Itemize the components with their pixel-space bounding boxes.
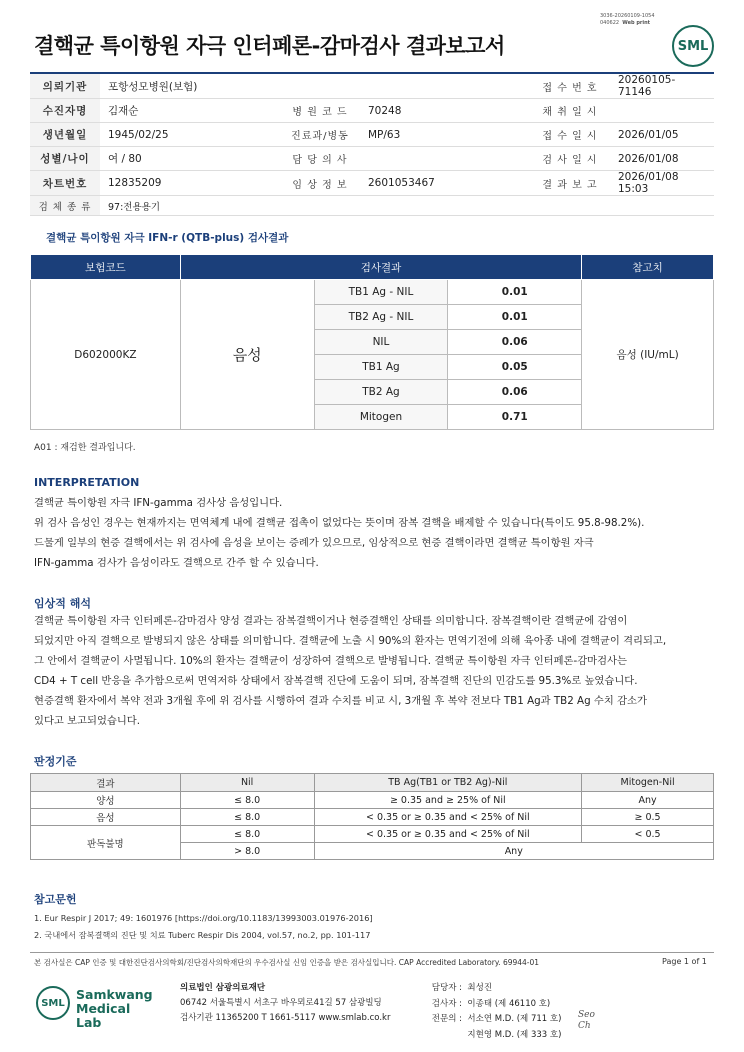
- references-title: 참고문헌: [34, 893, 77, 906]
- info-label: 접 수 일 시: [530, 123, 610, 147]
- result-item-name: TB1 Ag: [314, 355, 448, 380]
- criteria-row-indeterminate: 판독불명 ≤ 8.0 < 0.35 or ≥ 0.35 and < 25% of Nil < 0.5: [31, 826, 714, 843]
- info-value: [360, 147, 530, 171]
- criteria-header: TB Ag(TB1 or TB2 Ag)-Nil: [314, 774, 582, 792]
- overall-result: 음성: [180, 280, 314, 430]
- reference-value: 음성 (IU/mL): [582, 280, 714, 430]
- info-value: 20260105-71146: [610, 74, 714, 99]
- criteria-row-positive: 양성 ≤ 8.0 ≥ 0.35 and ≥ 25% of Nil Any: [31, 792, 714, 809]
- result-item-name: Mitogen: [314, 405, 448, 430]
- criteria-header: Mitogen-Nil: [582, 774, 714, 792]
- info-value: 12835209: [100, 171, 280, 196]
- specimen-value: 97:전용용기: [100, 196, 714, 216]
- info-row: [30, 147, 714, 171]
- result-item-name: TB1 Ag - NIL: [314, 280, 448, 305]
- text-line: 그 안에서 결핵균이 사멸됩니다. 10%의 환자는 결핵균이 성장하여 결핵으로 발병됩니다. 결핵균 특이항원 자극 인터페론-감마검사는: [34, 655, 627, 667]
- criteria-header: Nil: [180, 774, 314, 792]
- info-value: 1945/02/25: [100, 123, 280, 147]
- result-item-value: 0.06: [448, 380, 582, 405]
- result-item-value: 0.71: [448, 405, 582, 430]
- info-label: [280, 74, 360, 99]
- insurance-code: D602000KZ: [31, 280, 181, 430]
- header-reference: 참고치: [582, 255, 714, 280]
- staff-entry: 전문의 : 서소연 M.D. (제 711 호): [431, 1014, 562, 1024]
- text-line: 되었지만 아직 결핵으로 발병되지 않은 상태를 의미합니다. 결핵균에 노출 시 90%의 환자는 면역기전에 의해 육아종 내에 결핵균이 격리되고,: [34, 635, 667, 647]
- text-line: 위 검사 음성인 경우는 현재까지는 면역체계 내에 결핵균 접촉이 없었다는 뜻이며 잠복 결핵을 배제할 수 있습니다(특이도 95.8-98.2%).: [34, 517, 645, 529]
- info-value: 2601053467: [360, 171, 530, 196]
- document-code: 3036-20260109-1054 040622 Web print: [600, 13, 655, 26]
- sml-logo: SML: [672, 25, 714, 67]
- reference-item: 1. Eur Respir J 2017; 49: 1601976 [https://doi.org/10.1183/13993003.01976-2016]: [34, 913, 373, 923]
- info-label: 담 당 의 사: [280, 147, 360, 171]
- samkwang-logo: SML Samkwang Medical Lab: [36, 984, 156, 1024]
- text-line: 결핵균 특이항원 자극 인터페론-감마검사 양성 결과는 잠복결핵이거나 현증결핵인 상태를 의미합니다. 잠복결핵이란 결핵균에 감염이: [34, 615, 628, 627]
- info-value: 여 / 80: [100, 147, 280, 171]
- clinical-text: [34, 611, 724, 731]
- staff-entry: 검사자 : 이종태 (제 46110 호): [431, 998, 551, 1009]
- interpretation-title: INTERPRETATION: [34, 476, 140, 489]
- reference-item: 2. 국내에서 잠복결핵의 진단 및 치료 Tuberc Respir Dis 2004, vol.57, no.2, pp. 101-117: [34, 930, 371, 940]
- info-row-specimen: [30, 196, 714, 216]
- info-value: MP/63: [360, 123, 530, 147]
- info-label: 채 취 일 시: [530, 99, 610, 123]
- clinical-title: 임상적 해석: [34, 597, 91, 610]
- section-title-results: 결핵균 특이항원 자극 IFN-r (QTB-plus) 검사결과: [46, 232, 289, 244]
- info-value: [360, 74, 530, 99]
- info-label: 수진자명: [30, 99, 100, 123]
- info-label: 임 상 정 보: [280, 171, 360, 196]
- text-line: CD4 + T cell 반응을 추가함으로써 면역저하 상태에서 잠복결핵 진단에 도움이 되며, 잠복결핵 진단의 민감도를 95.3%로 높였습니다.: [34, 675, 638, 687]
- staff-entry: 지현영 M.D. (제 333 호): [467, 1029, 562, 1040]
- info-value: 김재순: [100, 99, 280, 123]
- info-label: 의뢰기관: [30, 74, 100, 99]
- result-item-value: 0.01: [448, 280, 582, 305]
- info-row: [30, 99, 714, 123]
- text-line: IFN-gamma 검사가 음성이라도 결핵으로 간주 할 수 있습니다.: [34, 557, 319, 569]
- info-value: 포항성모병원(보험): [100, 74, 280, 99]
- interpretation-text: [34, 493, 724, 573]
- info-label: 병 원 코 드: [280, 99, 360, 123]
- info-value: [610, 99, 714, 123]
- result-item-value: 0.05: [448, 355, 582, 380]
- organization-info: 의료법인 삼광의료재단 06742 서울특별시 서초구 바우뫼로41길 57 삼광빌딩 검사기관 11365200 T 1661-5117 www.smlab.co.kr: [180, 983, 391, 1023]
- text-line: 있다고 보고되었습니다.: [34, 715, 141, 727]
- result-item-name: TB2 Ag - NIL: [314, 305, 448, 330]
- criteria-row-negative: 음성 ≤ 8.0 < 0.35 or ≥ 0.35 and < 25% of Nil ≥ 0.5: [31, 809, 714, 826]
- info-label: 생년월일: [30, 123, 100, 147]
- result-item-value: 0.01: [448, 305, 582, 330]
- result-item-name: TB2 Ag: [314, 380, 448, 405]
- info-label: 결 과 보 고: [530, 171, 610, 196]
- text-line: 결핵균 특이항원 자극 IFN-gamma 검사상 음성입니다.: [34, 497, 283, 509]
- signature: Seo Ch: [578, 1010, 595, 1031]
- sml-logo-icon: SML: [36, 986, 70, 1020]
- info-label: 검 사 일 시: [530, 147, 610, 171]
- result-item-name: NIL: [314, 330, 448, 355]
- info-label: 차트번호: [30, 171, 100, 196]
- text-line: 현증결핵 환자에서 복약 전과 3개월 후에 위 검사를 시행하여 결과 수치를 비교 시, 3개월 후 복약 전보다 TB1 Ag과 TB2 Ag 수치 감소가: [34, 695, 647, 707]
- criteria-header: 결과: [31, 774, 181, 792]
- patient-info-table: [30, 74, 714, 216]
- result-row: [31, 280, 714, 305]
- results-table: [30, 254, 714, 430]
- text-line: 드물게 일부의 현증 결핵에서는 위 검사에 음성을 보이는 증례가 있으므로, 임상적으로 현증 결핵이라면 결핵균 특이항원 자극: [34, 537, 594, 549]
- info-value: 70248: [360, 99, 530, 123]
- staff-entry: 담당자 : 최성진: [431, 983, 493, 993]
- info-label: 진료과/병동: [280, 123, 360, 147]
- info-label: 접 수 번 호: [530, 74, 610, 99]
- info-label: 성별/나이: [30, 147, 100, 171]
- info-row: [30, 74, 714, 99]
- header-insurance-code: 보험코드: [31, 255, 181, 280]
- header-result: 검사결과: [180, 255, 581, 280]
- staff-list: [426, 981, 561, 1043]
- info-value: 2026/01/08 15:03: [610, 171, 714, 196]
- page-title: 결핵균 특이항원 자극 인터페론-감마검사 결과보고서: [34, 34, 505, 58]
- page-number: Page 1 of 1: [662, 957, 707, 966]
- retest-note: A01 : 재검한 결과입니다.: [34, 443, 136, 453]
- info-value: 2026/01/08: [610, 147, 714, 171]
- criteria-table: [30, 773, 714, 860]
- accreditation-note: 본 검사실은 CAP 인증 및 대한진단검사의학회/진단검사의학재단의 우수검사실 신임 인증을 받은 검사실입니다. CAP Accredited Laboratory. 69944-01: [34, 958, 540, 967]
- specimen-label: 검 체 종 류: [30, 196, 100, 216]
- criteria-row-indeterminate: > 8.0 Any: [31, 843, 714, 860]
- info-row: [30, 171, 714, 196]
- info-value: 2026/01/05: [610, 123, 714, 147]
- info-row: [30, 123, 714, 147]
- result-item-value: 0.06: [448, 330, 582, 355]
- criteria-title: 판정기준: [34, 755, 77, 768]
- footer-divider: [30, 952, 714, 953]
